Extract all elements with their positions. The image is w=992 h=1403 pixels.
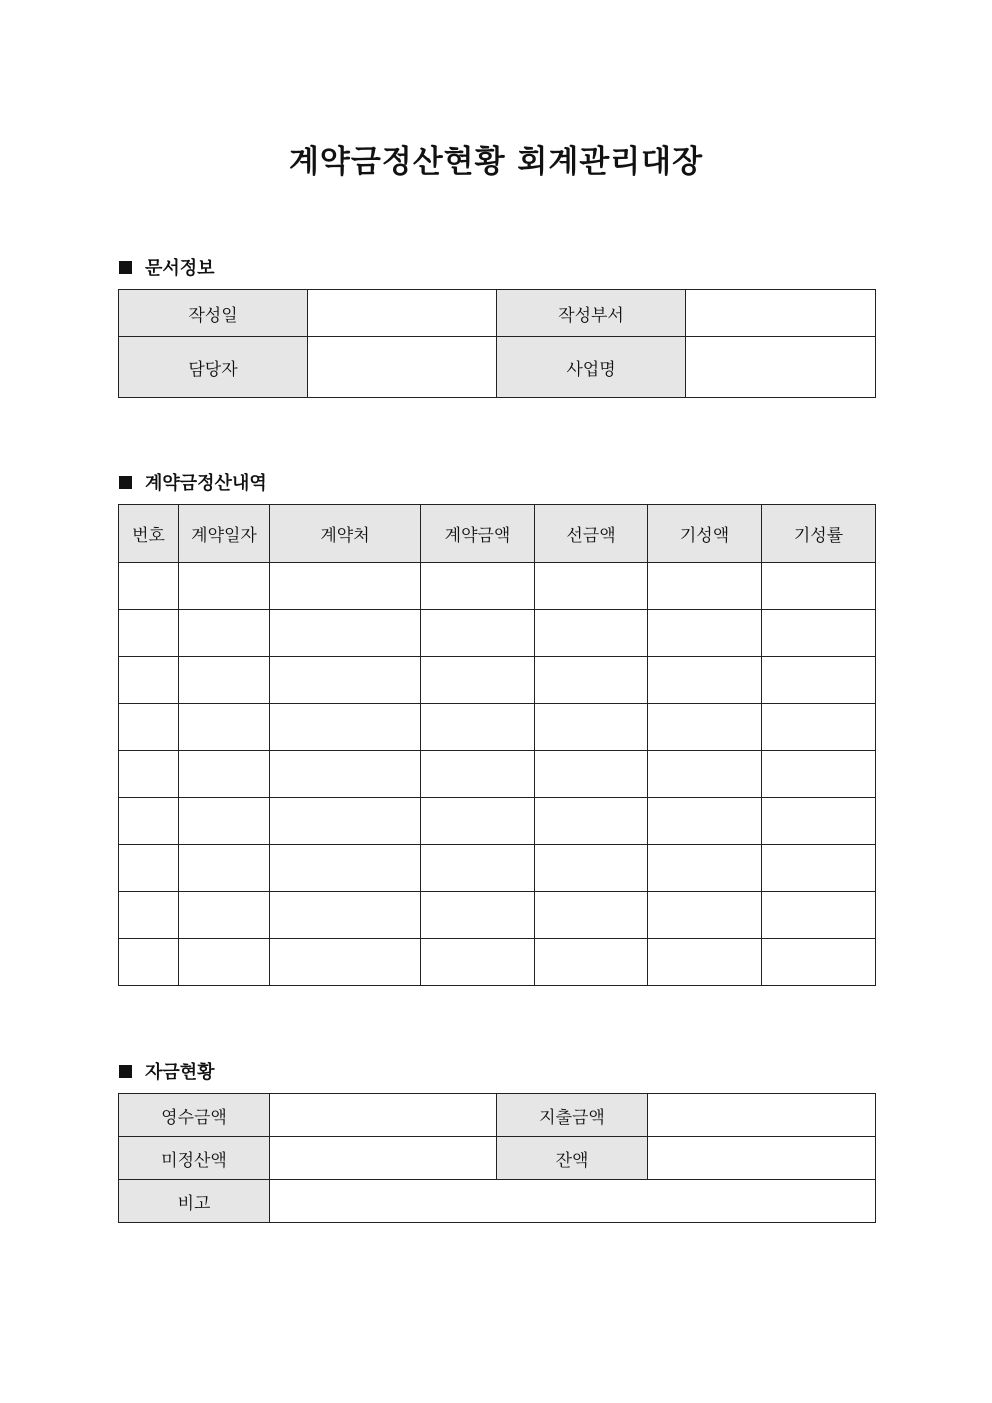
table-cell[interactable] xyxy=(179,563,270,610)
table-row xyxy=(119,563,876,610)
column-header-progress-rate: 기성률 xyxy=(762,505,876,563)
table-cell[interactable] xyxy=(762,563,876,610)
table-cell[interactable] xyxy=(535,892,648,939)
label-balance: 잔액 xyxy=(497,1137,648,1180)
doc-info-table xyxy=(118,289,876,398)
table-cell[interactable] xyxy=(179,704,270,751)
table-cell[interactable] xyxy=(119,563,179,610)
square-bullet-icon xyxy=(119,476,132,489)
table-cell[interactable] xyxy=(421,939,535,986)
label-manager: 담당자 xyxy=(119,337,308,398)
table-cell[interactable] xyxy=(119,610,179,657)
write-date-field[interactable] xyxy=(308,290,497,337)
column-header-advance: 선금액 xyxy=(535,505,648,563)
table-cell[interactable] xyxy=(648,751,762,798)
table-cell[interactable] xyxy=(648,563,762,610)
dept-field[interactable] xyxy=(686,290,876,337)
table-cell[interactable] xyxy=(762,751,876,798)
section-heading-doc-info xyxy=(119,254,215,280)
table-cell[interactable] xyxy=(648,704,762,751)
table-cell[interactable] xyxy=(270,563,421,610)
unsettled-amount-field[interactable] xyxy=(270,1137,497,1180)
table-cell[interactable] xyxy=(119,657,179,704)
label-write-date: 작성일 xyxy=(119,290,308,337)
table-cell[interactable] xyxy=(762,704,876,751)
table-cell[interactable] xyxy=(270,704,421,751)
table-cell[interactable] xyxy=(179,845,270,892)
table-cell[interactable] xyxy=(119,704,179,751)
table-row xyxy=(119,704,876,751)
square-bullet-icon xyxy=(119,1065,132,1078)
table-cell[interactable] xyxy=(535,798,648,845)
table-row xyxy=(119,798,876,845)
table-row xyxy=(119,751,876,798)
section-heading-settlement xyxy=(119,469,267,495)
square-bullet-icon xyxy=(119,261,132,274)
table-cell[interactable] xyxy=(762,845,876,892)
column-header-contract-date: 계약일자 xyxy=(179,505,270,563)
table-cell[interactable] xyxy=(648,798,762,845)
section-heading-label: 자금현황 xyxy=(145,1062,215,1083)
table-cell[interactable] xyxy=(648,939,762,986)
table-cell[interactable] xyxy=(179,939,270,986)
table-cell[interactable] xyxy=(270,751,421,798)
section-heading-label: 계약금정산내역 xyxy=(145,473,267,494)
received-amount-field[interactable] xyxy=(270,1094,497,1137)
table-row xyxy=(119,892,876,939)
table-cell[interactable] xyxy=(648,845,762,892)
label-received-amount: 영수금액 xyxy=(119,1094,270,1137)
column-header-contract-amount: 계약금액 xyxy=(421,505,535,563)
table-cell[interactable] xyxy=(179,610,270,657)
table-cell[interactable] xyxy=(270,657,421,704)
table-cell[interactable] xyxy=(648,892,762,939)
table-cell[interactable] xyxy=(535,939,648,986)
table-cell[interactable] xyxy=(421,751,535,798)
table-cell[interactable] xyxy=(179,798,270,845)
label-note: 비고 xyxy=(119,1180,270,1223)
table-row xyxy=(119,939,876,986)
table-cell[interactable] xyxy=(421,845,535,892)
manager-field[interactable] xyxy=(308,337,497,398)
table-cell[interactable] xyxy=(421,798,535,845)
table-cell[interactable] xyxy=(421,657,535,704)
table-cell[interactable] xyxy=(270,798,421,845)
table-cell[interactable] xyxy=(535,563,648,610)
settlement-table xyxy=(118,504,876,986)
table-cell[interactable] xyxy=(421,704,535,751)
section-heading-label: 문서정보 xyxy=(145,258,215,279)
table-cell[interactable] xyxy=(762,610,876,657)
column-header-progress-amount: 기성액 xyxy=(648,505,762,563)
section-heading-funds xyxy=(119,1058,215,1084)
label-project: 사업명 xyxy=(497,337,686,398)
table-cell[interactable] xyxy=(119,845,179,892)
table-cell[interactable] xyxy=(762,657,876,704)
page-title: 계약금정산현황 회계관리대장 xyxy=(288,144,704,180)
table-cell[interactable] xyxy=(762,892,876,939)
funds-table xyxy=(118,1093,876,1223)
label-unsettled-amount: 미정산액 xyxy=(119,1137,270,1180)
table-header-row xyxy=(119,505,876,563)
table-cell[interactable] xyxy=(179,751,270,798)
label-dept: 작성부서 xyxy=(497,290,686,337)
column-header-number: 번호 xyxy=(119,505,179,563)
table-cell[interactable] xyxy=(119,751,179,798)
column-header-contractor: 계약처 xyxy=(270,505,421,563)
table-cell[interactable] xyxy=(762,939,876,986)
table-row xyxy=(119,845,876,892)
label-spent-amount: 지출금액 xyxy=(497,1094,648,1137)
table-cell[interactable] xyxy=(119,939,179,986)
table-cell[interactable] xyxy=(535,610,648,657)
table-cell[interactable] xyxy=(762,798,876,845)
table-cell[interactable] xyxy=(270,845,421,892)
table-cell[interactable] xyxy=(270,939,421,986)
table-cell[interactable] xyxy=(179,892,270,939)
table-cell[interactable] xyxy=(179,657,270,704)
table-cell[interactable] xyxy=(270,610,421,657)
table-row xyxy=(119,610,876,657)
table-cell[interactable] xyxy=(535,657,648,704)
table-cell[interactable] xyxy=(119,798,179,845)
table-cell[interactable] xyxy=(119,892,179,939)
table-cell[interactable] xyxy=(535,704,648,751)
table-cell[interactable] xyxy=(421,563,535,610)
project-field[interactable] xyxy=(686,337,876,398)
table-cell[interactable] xyxy=(535,845,648,892)
table-cell[interactable] xyxy=(270,892,421,939)
table-cell[interactable] xyxy=(648,610,762,657)
table-row xyxy=(119,657,876,704)
table-cell[interactable] xyxy=(421,610,535,657)
balance-field[interactable] xyxy=(648,1137,876,1180)
note-field[interactable] xyxy=(270,1180,876,1223)
spent-amount-field[interactable] xyxy=(648,1094,876,1137)
table-cell[interactable] xyxy=(421,892,535,939)
table-cell[interactable] xyxy=(648,657,762,704)
table-cell[interactable] xyxy=(535,751,648,798)
